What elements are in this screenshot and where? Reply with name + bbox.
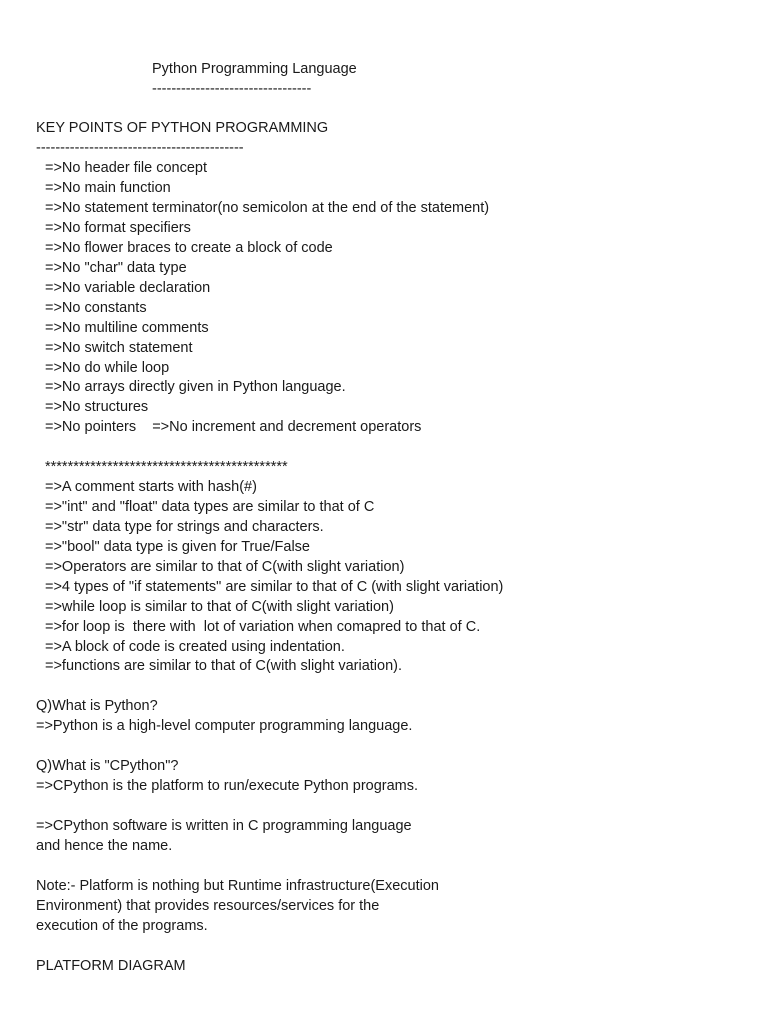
diagram-heading: PLATFORM DIAGRAM [36,958,186,974]
section-heading: KEY POINTS OF PYTHON PROGRAMMING [36,120,329,136]
answer-text: =>Python is a high-level computer programming language. [36,718,413,734]
list-item: =>No constants [45,300,147,316]
note-text: execution of the programs. [36,918,208,934]
question-text: Q)What is Python? [36,698,158,714]
section-rule: ------------------------------------------- [36,140,244,156]
list-item: =>No "char" data type [45,260,187,276]
list-item: =>No main function [45,180,171,196]
list-item: =>No arrays directly given in Python language. [45,379,346,395]
star-divider: ******************************************* [45,459,288,475]
list-item: =>Operators are similar to that of C(with slight variation) [45,559,405,575]
list-item: =>for loop is there with lot of variation when comapred to that of C. [45,619,481,635]
list-item: =>"str" data type for strings and characters. [45,519,324,535]
question-text: Q)What is "CPython"? [36,758,179,774]
answer-text: and hence the name. [36,838,173,854]
list-item: =>No statement terminator(no semicolon at the end of the statement) [45,200,490,216]
list-item: =>No format specifiers [45,220,191,236]
answer-text: =>CPython software is written in C programming language [36,818,412,834]
list-item: =>No structures [45,399,149,415]
list-item: =>"bool" data type is given for True/False [45,539,311,555]
list-item: =>No pointers =>No increment and decrement operators [45,419,422,435]
list-item: =>A comment starts with hash(#) [45,479,257,495]
document-title: Python Programming Language [152,61,357,77]
list-item: =>No variable declaration [45,280,211,296]
list-item: =>No multiline comments [45,320,209,336]
title-rule: --------------------------------- [152,81,312,97]
list-item: =>No switch statement [45,340,193,356]
list-item: =>No flower braces to create a block of code [45,240,333,256]
list-item: =>4 types of "if statements" are similar to that of C (with slight variation) [45,579,504,595]
note-text: Environment) that provides resources/services for the [36,898,380,914]
note-text: Note:- Platform is nothing but Runtime infrastructure(Execution [36,878,439,894]
list-item: =>"int" and "float" data types are similar to that of C [45,499,375,515]
answer-text: =>CPython is the platform to run/execute Python programs. [36,778,419,794]
list-item: =>No do while loop [45,360,170,376]
list-item: =>functions are similar to that of C(with slight variation). [45,658,403,674]
list-item: =>while loop is similar to that of C(with slight variation) [45,599,394,615]
list-item: =>A block of code is created using indentation. [45,639,345,655]
list-item: =>No header file concept [45,160,208,176]
